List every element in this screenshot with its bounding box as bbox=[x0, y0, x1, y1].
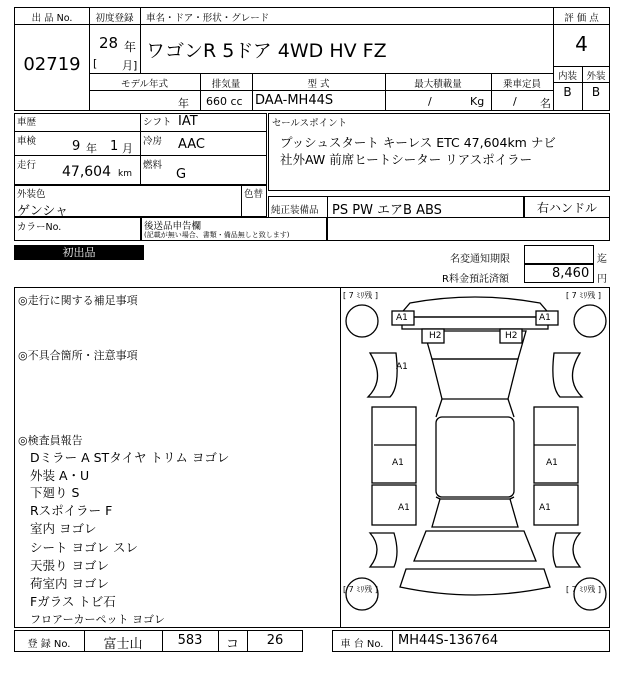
name-change-box bbox=[524, 245, 594, 264]
score-value: 4 bbox=[575, 32, 588, 56]
tire-front-right bbox=[574, 305, 606, 337]
shaken-year: 9 bbox=[72, 139, 81, 154]
mark-rear-left: A1 bbox=[398, 503, 410, 513]
type-label: 型 式 bbox=[307, 79, 330, 90]
reg-number: 26 bbox=[266, 633, 284, 648]
after-label: 後送品申告欄 bbox=[144, 221, 202, 232]
shift-label: シフト bbox=[143, 117, 172, 128]
interior-label: 内装 bbox=[557, 71, 577, 82]
score-label: 評 価 点 bbox=[564, 13, 599, 24]
ac-label: 冷房 bbox=[143, 136, 163, 147]
fuel-label: 燃料 bbox=[143, 160, 163, 171]
mark-rear-right: A1 bbox=[539, 503, 551, 513]
capacity-unit: 名 bbox=[540, 97, 551, 110]
tire-tag-rl: [ 7 ﾐﾘ残 ] bbox=[343, 585, 378, 594]
history-label: 車歴 bbox=[17, 117, 37, 128]
inspector-item: 下廻り S bbox=[30, 485, 80, 500]
equip-label: 純正装備品 bbox=[271, 205, 319, 216]
mark-lamp-right: H2 bbox=[505, 331, 518, 341]
equip-value: PS PW エアB ABS bbox=[332, 203, 442, 218]
windshield bbox=[432, 359, 518, 399]
mark-door-right: A1 bbox=[546, 458, 558, 468]
right-rear-fender bbox=[553, 533, 580, 567]
capacity-slash: / bbox=[513, 95, 517, 108]
tire-rear-left bbox=[346, 578, 378, 610]
defects-label: ◎不具合箇所・注意事項 bbox=[18, 349, 138, 362]
front-grille bbox=[402, 317, 548, 329]
right-front-fender bbox=[553, 353, 582, 397]
inspector-label: ◎検査員報告 bbox=[18, 434, 83, 447]
shift-value: IAT bbox=[178, 114, 198, 129]
sales-point-line2: 社外AW 前席ヒートシーター リアスポイラー bbox=[280, 152, 533, 167]
fuel-value: G bbox=[176, 167, 187, 182]
exterior-grade: B bbox=[591, 85, 601, 99]
car-diagram bbox=[340, 287, 610, 628]
ext-color-value: ゲンシャ bbox=[17, 204, 69, 219]
displacement-value: 660 cc bbox=[206, 95, 243, 108]
shaken-year-unit: 年 bbox=[86, 142, 97, 155]
reg-no-label: 登 録 No. bbox=[27, 639, 71, 650]
name-change-unit: 迄 bbox=[597, 254, 607, 265]
reg-year-value: 28 bbox=[99, 34, 119, 52]
mark-lamp-left: H2 bbox=[429, 331, 442, 341]
mileage-value: 47,604 bbox=[62, 164, 111, 180]
inspector-item: フロアーカーペット ヨゴレ bbox=[30, 613, 165, 626]
sales-point-line1: プッシュスタート キーレス ETC 47,604km ナビ bbox=[280, 135, 556, 150]
chassis-label: 車 台 No. bbox=[340, 639, 384, 650]
capacity-label: 乗車定員 bbox=[502, 79, 541, 90]
model-year-unit: 年 bbox=[178, 97, 189, 110]
mileage-unit: km bbox=[118, 169, 132, 179]
exterior-label: 外装 bbox=[586, 71, 606, 82]
reg-month-unit: 月] bbox=[122, 59, 138, 72]
color-change-label: 色替 bbox=[244, 189, 264, 200]
tailgate bbox=[414, 531, 536, 561]
lot-label: 出 品 No. bbox=[31, 13, 73, 24]
inspector-item: シート ヨゴレ スレ bbox=[30, 540, 138, 555]
recycle-unit: 円 bbox=[597, 274, 607, 285]
recycle-label: R料金預託済額 bbox=[442, 274, 509, 285]
shaken-label: 車検 bbox=[17, 136, 37, 147]
name-change-label: 名変通知期限 bbox=[450, 254, 510, 265]
supplement-label: ◎走行に関する補足事項 bbox=[18, 294, 138, 307]
front-bumper bbox=[398, 297, 552, 317]
mark-fender-left: A1 bbox=[396, 362, 408, 372]
ext-color-label: 外装色 bbox=[17, 189, 46, 200]
inspector-item: 室内 ヨゴレ bbox=[30, 521, 97, 536]
interior-grade: B bbox=[563, 85, 572, 99]
roof bbox=[436, 417, 514, 497]
shuppin-badge: 初出品 bbox=[14, 245, 144, 260]
inspector-item: Rスポイラー F bbox=[30, 503, 113, 518]
lot-number: 02719 bbox=[23, 54, 81, 75]
car-label: 車名・ドア・形状・グレード bbox=[146, 13, 270, 24]
inspector-item: 外装 A・U bbox=[30, 468, 90, 483]
mark-front-left: A1 bbox=[396, 313, 408, 323]
sales-point-label: セールスポイント bbox=[272, 118, 348, 129]
inspector-item: 天張り ヨゴレ bbox=[30, 558, 109, 573]
blank-box bbox=[327, 217, 610, 241]
inspector-item: Dミラー A STタイヤ トリム ヨゴレ bbox=[30, 450, 230, 465]
recycle-value: 8,460 bbox=[552, 266, 590, 281]
inspector-item: 荷室内 ヨゴレ bbox=[30, 576, 109, 591]
ac-value: AAC bbox=[178, 137, 205, 152]
left-front-fender bbox=[368, 353, 397, 397]
left-rear-fender bbox=[370, 533, 397, 567]
rear-glass bbox=[432, 499, 518, 527]
tire-tag-rr: [ 7 ﾐﾘ残 ] bbox=[566, 585, 601, 594]
tire-tag-fl: [ 7 ﾐﾘ残 ] bbox=[343, 291, 378, 300]
mileage-label: 走行 bbox=[17, 160, 37, 171]
inspector-item: Fガラス トビ石 bbox=[30, 594, 116, 609]
color-no-label: カラーNo. bbox=[17, 222, 62, 233]
max-load-unit: Kg bbox=[470, 95, 485, 108]
first-reg-label: 初度登録 bbox=[95, 13, 134, 24]
tire-rear-right bbox=[574, 578, 606, 610]
mark-front-right: A1 bbox=[539, 313, 551, 323]
rear-bumper bbox=[400, 569, 550, 595]
tire-tag-fr: [ 7 ﾐﾘ残 ] bbox=[566, 291, 601, 300]
shaken-month: 1 bbox=[110, 139, 119, 154]
max-load-slash: / bbox=[428, 95, 432, 108]
reg-month-open: [ bbox=[93, 57, 98, 70]
reg-place: 富士山 bbox=[103, 637, 143, 652]
after-note: (記載が無い場合、書類・備品無しと致します) bbox=[144, 231, 290, 239]
model-year-label: モデル年式 bbox=[120, 79, 169, 90]
type-value: DAA-MH44S bbox=[255, 93, 334, 108]
reg-kana: コ bbox=[225, 637, 239, 652]
max-load-label: 最大積載量 bbox=[414, 79, 462, 90]
car-name: ワゴンR 5ドア 4WD HV FZ bbox=[146, 40, 387, 62]
displacement-label: 排気量 bbox=[211, 79, 241, 90]
tire-front-left bbox=[346, 305, 378, 337]
steering-value: 右ハンドル bbox=[536, 201, 597, 215]
mark-door-left: A1 bbox=[392, 458, 404, 468]
shaken-month-unit: 月 bbox=[122, 142, 133, 155]
reg-year-unit: 年 bbox=[124, 40, 137, 54]
reg-class: 583 bbox=[177, 633, 203, 648]
chassis-value: MH44S-136764 bbox=[398, 633, 499, 648]
